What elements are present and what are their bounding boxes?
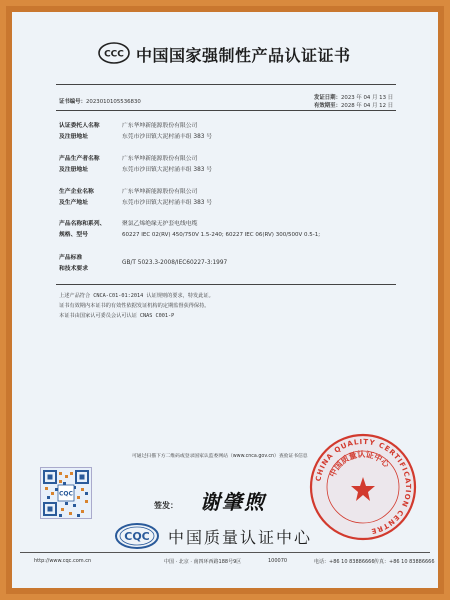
declaration-line-1: 上述产品符合 CNCA-C01-01:2014 认证规则的要求，特发此证。	[59, 293, 214, 299]
footer-fax: 传真：+86 10 83886666	[374, 559, 435, 565]
standard-value: GB/T 5023.3-2008/IEC60227-3:1997	[122, 260, 228, 266]
client-address-value: 东莞市沙田镇大泥村涌丰组 383 号	[122, 134, 213, 140]
factory-address-label: 及生产地址	[59, 200, 88, 206]
ccc-logo-icon	[98, 42, 130, 64]
standard-label: 产品标准	[59, 255, 83, 261]
cqc-logo-icon	[114, 522, 160, 550]
issue-date: 发证日期：2023 年 04 月 13 日	[314, 95, 394, 101]
manufacturer-address-label: 及注册地址	[59, 167, 88, 173]
declaration-line-2: 证书有效期内本证书的有效性依据发证机构的定期监督获得保持。	[59, 303, 210, 309]
cert-number: 证书编号：2023010105536830	[59, 99, 141, 105]
product-name-value: 聚氯乙烯绝缘无护套电线电缆	[122, 221, 198, 227]
header	[12, 12, 438, 82]
page-title: 中国国家强制性产品认证证书	[136, 46, 351, 65]
factory-name-value: 广东华坤新能源股份有限公司	[122, 189, 198, 195]
manufacturer-address-value: 东莞市沙田镇大泥村涌丰组 383 号	[122, 167, 213, 173]
signature-label: 签发：	[154, 501, 178, 510]
client-name-value: 广东华坤新能源股份有限公司	[122, 123, 198, 129]
svg-text:CQC: CQC	[59, 490, 73, 498]
footer-postcode: 100070	[268, 558, 288, 564]
product-model-value: 60227 IEC 02(RV) 450/750V 1.5-240; 60227 IEC 06(RV) 300/500V 0.5-1;	[122, 232, 321, 238]
official-seal-icon	[308, 432, 418, 542]
meta-divider	[56, 110, 396, 111]
footer-website[interactable]: http://www.cqc.com.cn	[34, 558, 92, 564]
footer-divider	[20, 552, 430, 553]
factory-address-value: 东莞市沙田镇大泥村涌丰组 383 号	[122, 200, 213, 206]
client-name-label: 认证委托人名称	[59, 123, 100, 129]
svg-text:CCC: CCC	[104, 49, 124, 60]
qr-code-icon	[41, 468, 91, 518]
fields-divider	[56, 284, 396, 285]
footer-address: 中国 · 北京 · 南四环西路188号9区	[164, 559, 242, 565]
cqc-logo-text: CQC	[124, 530, 150, 543]
signature: 谢肇煦	[200, 490, 266, 514]
manufacturer-name-label: 产品生产者名称	[59, 156, 100, 162]
client-address-label: 及注册地址	[59, 134, 88, 140]
factory-name-label: 生产企业名称	[59, 189, 94, 195]
header-divider	[56, 84, 396, 85]
qr-code[interactable]	[40, 467, 92, 519]
manufacturer-name-value: 广东华坤新能源股份有限公司	[122, 156, 198, 162]
certificate-sheet	[12, 12, 438, 588]
footer-tel: 电话：+86 10 83886666	[314, 559, 375, 565]
seal-text: 中国质量认证中心	[327, 449, 392, 479]
product-model-label: 规格、型号	[59, 232, 88, 238]
declaration-line-3: 本证书由国家认可委员会认可认证 CNAS C001-P	[59, 313, 175, 319]
product-name-label: 产品名称和系列、	[59, 221, 106, 227]
verify-text: 可通过扫描下方二维码或登录国家认监委网站（www.cnca.gov.cn）查验证书信息	[132, 454, 308, 459]
tech-req-label: 和技术要求	[59, 266, 88, 272]
org-name: 中国质量认证中心	[168, 528, 313, 547]
valid-date: 有效期至：2028 年 04 月 12 日	[314, 103, 394, 109]
seal-ring-text: CHINA QUALITY CERTIFICATION CENTRE	[314, 437, 413, 536]
